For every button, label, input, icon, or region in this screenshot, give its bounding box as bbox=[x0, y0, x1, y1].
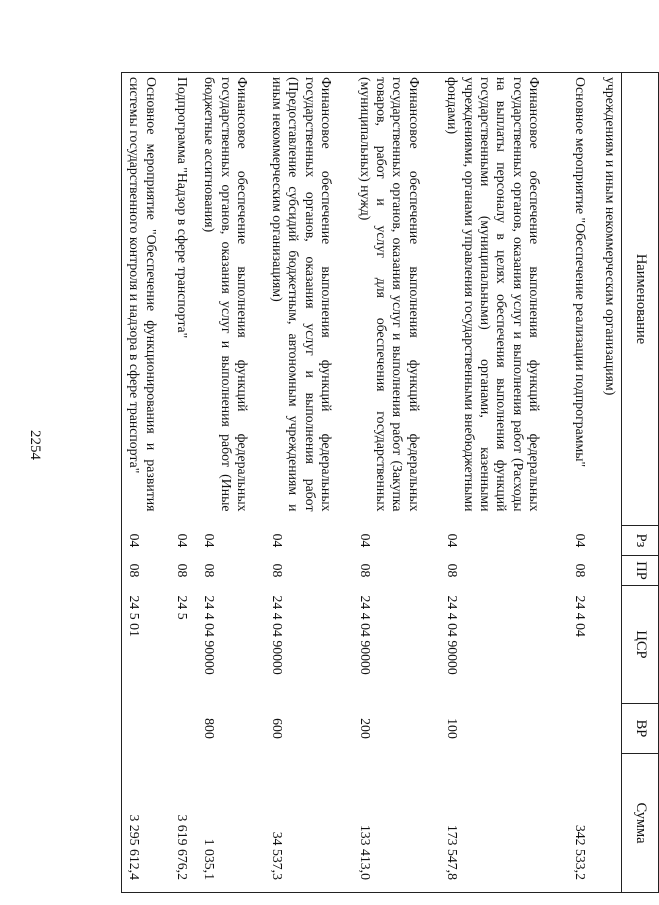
row-csr: 24 4 04 90000 bbox=[270, 595, 286, 675]
row-name: Подпрограмма "Надзор в сфере транспорта" bbox=[170, 73, 197, 526]
row-csr: 24 4 04 bbox=[573, 595, 589, 637]
row-sum: 3 619 676,2 bbox=[170, 754, 197, 893]
header-sum: Сумма bbox=[622, 754, 659, 893]
table-row bbox=[122, 73, 170, 893]
row-pr: 08 bbox=[202, 563, 218, 578]
row-rz: 04 bbox=[357, 533, 373, 548]
row-vr bbox=[596, 704, 622, 754]
row-csr: 24 4 04 90000 bbox=[357, 595, 373, 675]
header-csr: ЦСР bbox=[622, 586, 659, 704]
row-sum bbox=[596, 754, 622, 893]
row-name: Финансовое обеспечение выполнения функций федеральных государственных органов, оказания услуг и выполнения работ (Расходы на выплаты персоналу в целях обеспечения выполнения функций государственными (муниципальными) органами, казенными учреждениями, органами управления государственными внебюджетными фондами) bbox=[440, 73, 568, 526]
row-rz: 04 bbox=[270, 533, 286, 548]
row-pr: 08 bbox=[445, 563, 461, 578]
table-row bbox=[596, 73, 622, 893]
row-rz bbox=[596, 526, 622, 556]
row-csr bbox=[596, 586, 622, 704]
row-csr: 24 4 04 90000 bbox=[445, 595, 461, 675]
row-name: Финансовое обеспечение выполнения функций федеральных государственных органов, оказания услуг и выполнения работ (Закупка товаров, работ и услуг для обеспечения государственных (муниципальных) нужд) bbox=[353, 73, 441, 526]
header-name: Наименование bbox=[622, 73, 659, 526]
table-row bbox=[568, 73, 595, 893]
table-row bbox=[353, 73, 441, 893]
row-vr: 600 bbox=[270, 718, 286, 739]
row-vr: 800 bbox=[202, 718, 218, 739]
row-name: Финансовое обеспечение выполнения функций федеральных государственных органов, оказания услуг и выполнения работ (Иные бюджетные ассигнования) bbox=[197, 73, 265, 526]
row-pr: 08 bbox=[357, 563, 373, 578]
row-name: Основное мероприятие "Обеспечение реализации подпрограммы" bbox=[568, 73, 595, 526]
row-pr: 08 bbox=[573, 563, 589, 578]
header-vr: ВР bbox=[622, 704, 659, 754]
header-pr: ПР bbox=[622, 556, 659, 586]
table-row bbox=[170, 73, 197, 893]
row-sum: 3 295 612,4 bbox=[122, 754, 170, 893]
row-sum: 173 547,8 bbox=[440, 754, 568, 893]
row-vr bbox=[170, 704, 197, 754]
row-vr bbox=[568, 704, 595, 754]
row-name: учреждениям и иным некоммерческим организациям) bbox=[596, 73, 622, 526]
row-sum: 1 035,1 bbox=[197, 754, 265, 893]
row-vr: 200 bbox=[357, 718, 373, 739]
page-number: 2254 bbox=[27, 430, 43, 460]
row-csr: 24 5 bbox=[174, 595, 190, 620]
table-row bbox=[265, 73, 353, 893]
header-rz: Рз bbox=[622, 526, 659, 556]
row-rz: 04 bbox=[174, 533, 190, 548]
row-rz: 04 bbox=[122, 526, 170, 556]
row-pr bbox=[596, 556, 622, 586]
row-pr: 08 bbox=[270, 563, 286, 578]
row-sum: 342 533,2 bbox=[568, 754, 595, 893]
budget-table-rotated bbox=[121, 72, 659, 892]
row-pr: 08 bbox=[122, 556, 170, 586]
budget-table bbox=[121, 72, 659, 893]
row-pr: 08 bbox=[174, 563, 190, 578]
row-vr: 100 bbox=[445, 718, 461, 739]
row-name: Основное мероприятие "Обеспечение функционирования и развития системы государственного контроля и надзора в сфере транспорта" bbox=[122, 73, 170, 526]
table-row bbox=[197, 73, 265, 893]
row-csr: 24 4 04 90000 bbox=[202, 595, 218, 675]
row-vr bbox=[122, 704, 170, 754]
row-sum: 133 413,0 bbox=[353, 754, 441, 893]
row-sum: 34 537,3 bbox=[265, 754, 353, 893]
row-csr: 24 5 01 bbox=[122, 586, 170, 704]
row-rz: 04 bbox=[573, 533, 589, 548]
header-row bbox=[622, 73, 659, 893]
row-rz: 04 bbox=[202, 533, 218, 548]
table-row bbox=[440, 73, 568, 893]
row-name: Финансовое обеспечение выполнения функций федеральных государственных органов, оказания услуг и выполнения работ (Предоставление субсидий бюджетным, автономным учреждениям и иным некоммерческим организациям) bbox=[265, 73, 353, 526]
row-rz: 04 bbox=[445, 533, 461, 548]
